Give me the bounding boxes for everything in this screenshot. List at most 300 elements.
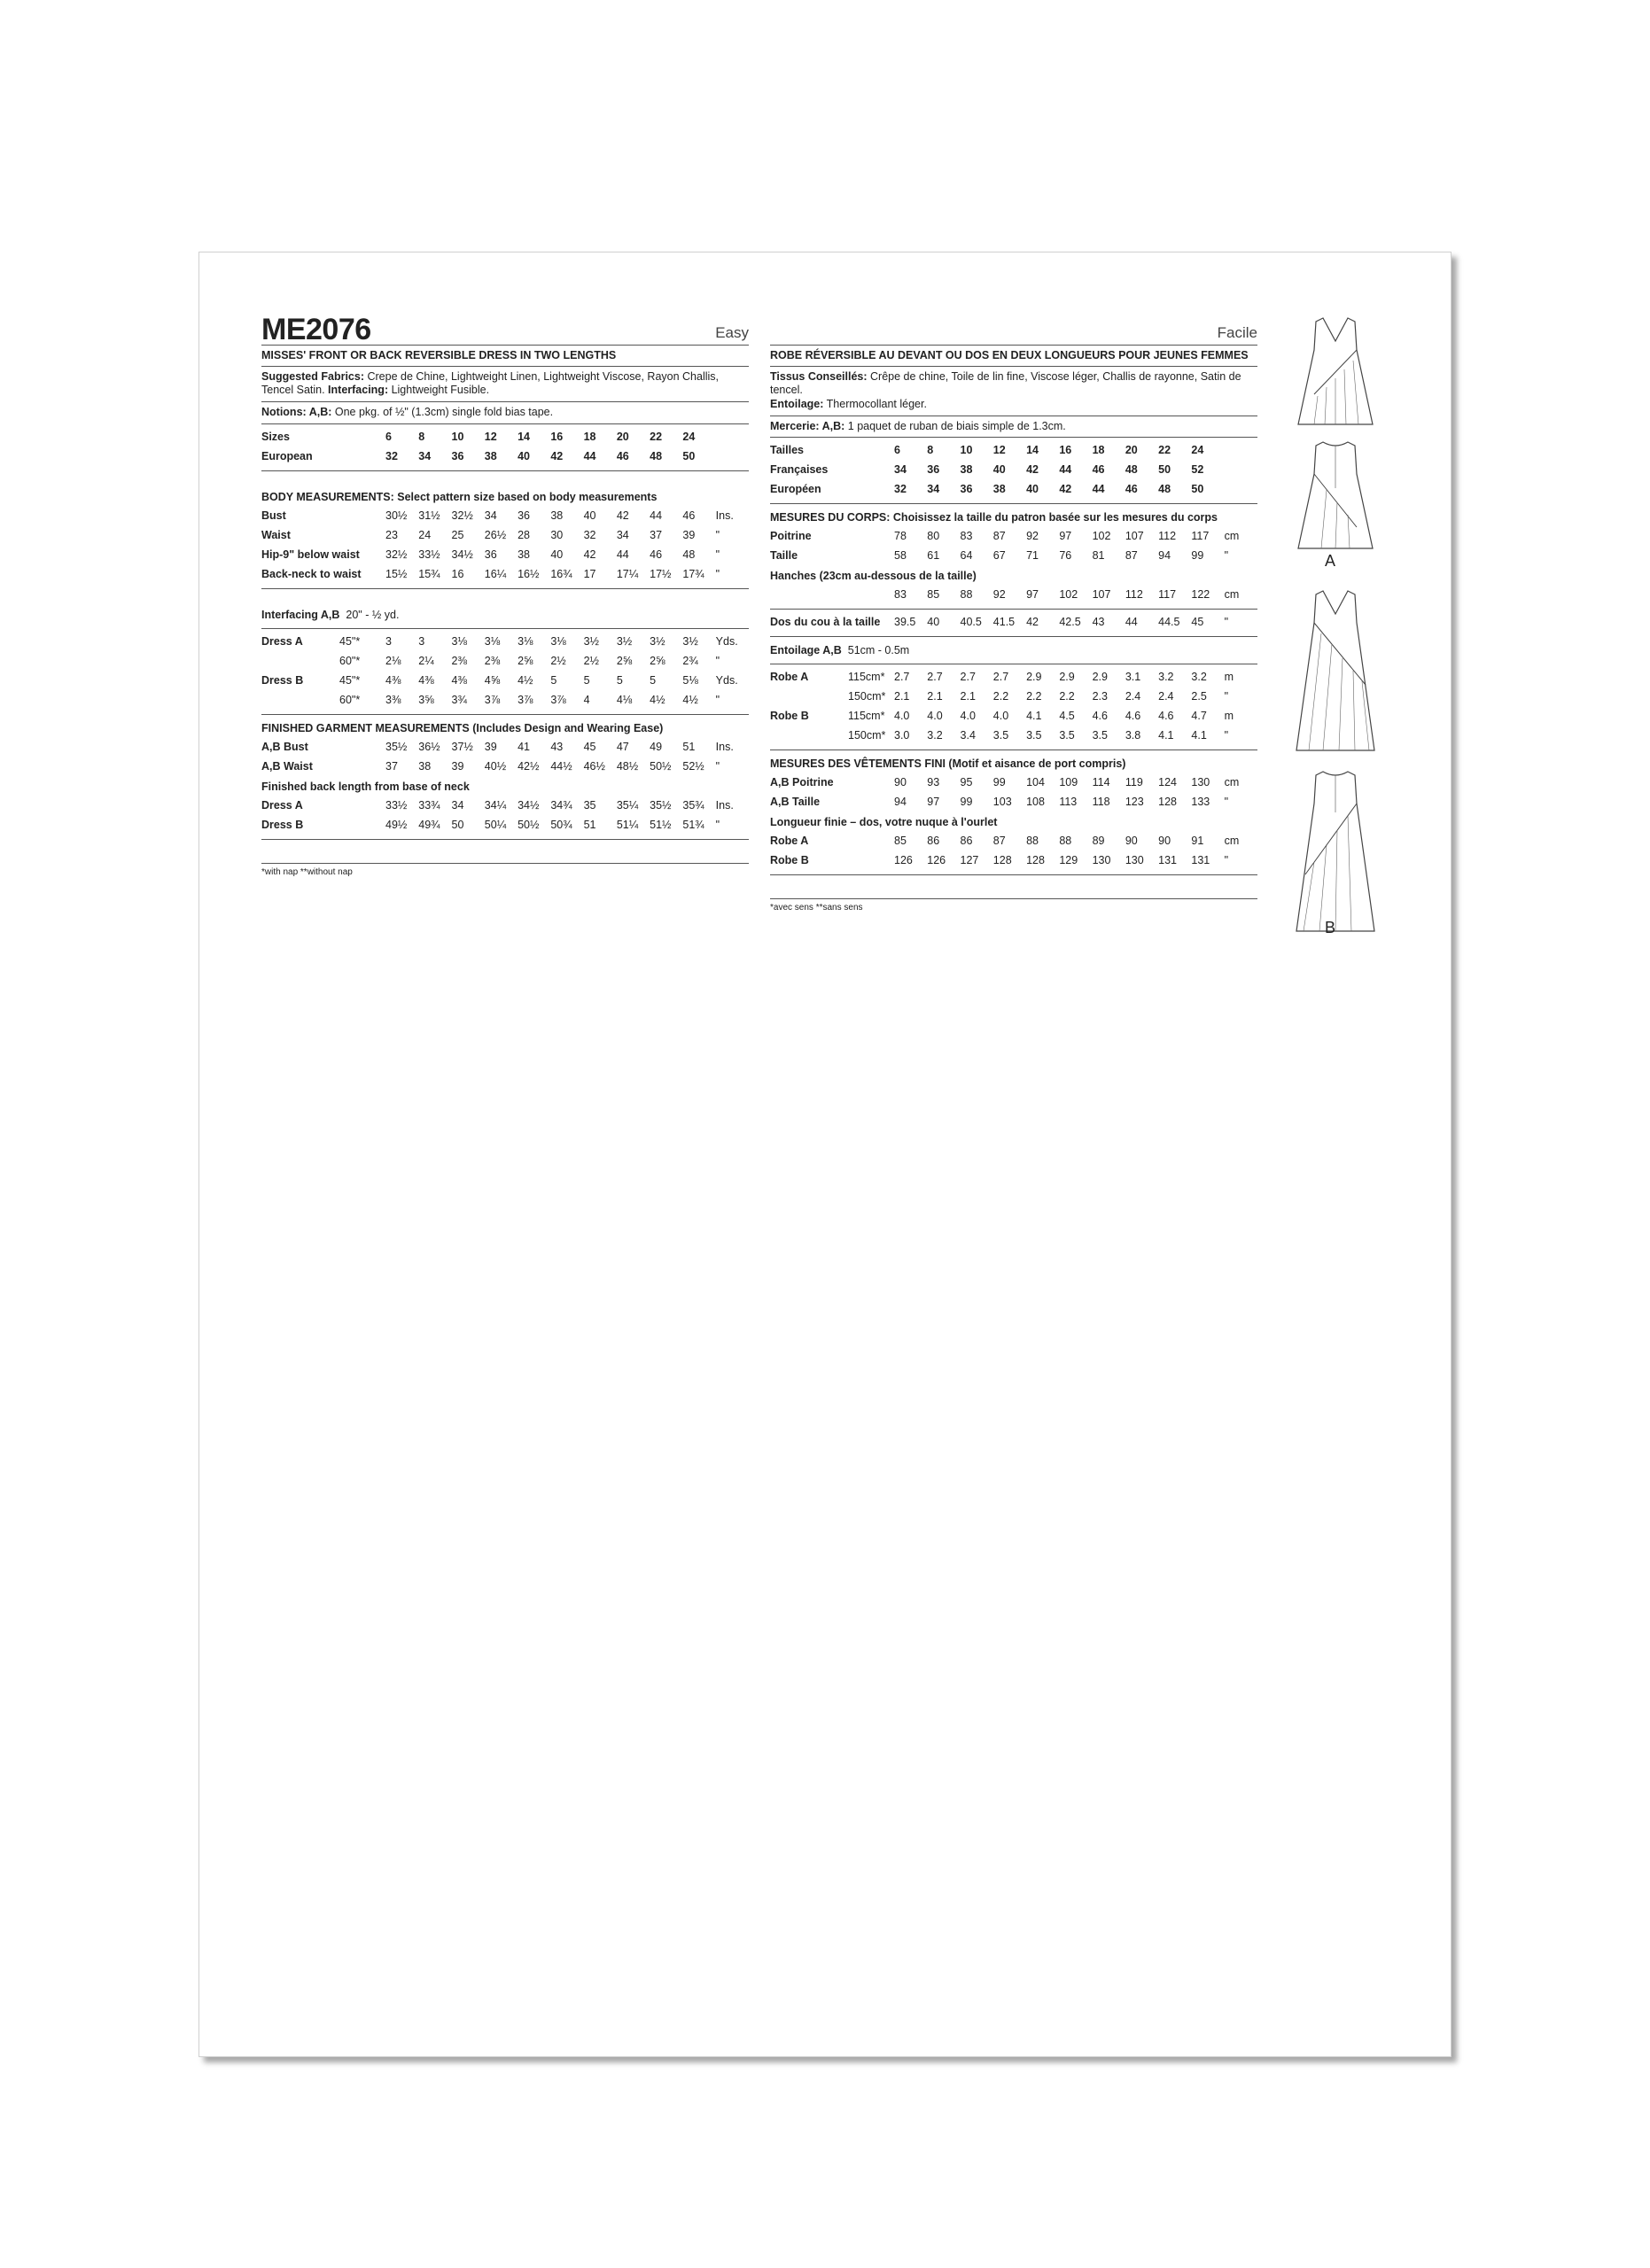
size-value: 4½ <box>682 693 698 706</box>
size-value: 42 <box>1026 616 1039 629</box>
finished-table-fr <box>770 773 1257 812</box>
size-value: 17½ <box>650 567 672 580</box>
size-value: 87 <box>992 835 1006 848</box>
row-label: Bust <box>261 509 286 522</box>
size-value: 48 <box>1158 483 1171 496</box>
size-value: 42 <box>550 449 564 462</box>
size-value: 42 <box>583 548 596 561</box>
unit-label <box>1225 480 1257 500</box>
unit-label: " <box>715 759 720 773</box>
size-value: 42 <box>1026 463 1039 477</box>
size-value: 34 <box>927 483 940 496</box>
interfacing-label-fr: Entoilage: <box>770 397 824 410</box>
size-value: 3¾ <box>451 693 467 706</box>
size-value: 131 <box>1191 854 1210 867</box>
size-value: 4⅜ <box>385 673 401 687</box>
size-value: 102 <box>1059 588 1078 602</box>
table-row <box>770 687 1257 707</box>
size-value: 2.4 <box>1158 690 1174 703</box>
size-value: 4⅛ <box>616 693 633 706</box>
row-label <box>261 652 339 672</box>
size-value: 48 <box>682 548 696 561</box>
size-value: 18 <box>583 430 596 443</box>
row-label: Dress A <box>261 798 303 812</box>
table-row <box>770 726 1257 746</box>
size-value: 4 <box>583 693 590 706</box>
fabrics-text: Crepe de Chine, Lightweight Linen, Lightweight Viscose, Rayon Challis, Tencel Satin. <box>261 369 720 397</box>
size-value: 4.5 <box>1059 710 1075 723</box>
size-value: 35½ <box>650 798 672 812</box>
size-value: 2.7 <box>992 671 1009 684</box>
size-value: 114 <box>1092 776 1110 789</box>
size-value: 2.9 <box>1026 671 1042 684</box>
size-value: 127 <box>960 854 979 867</box>
size-value: 39 <box>484 740 497 753</box>
size-value: 16¾ <box>550 567 572 580</box>
size-value: 44½ <box>550 759 572 773</box>
row-label <box>770 687 848 707</box>
unit-label: cm <box>1224 530 1240 543</box>
size-value: 46 <box>616 449 629 462</box>
size-value: 3½ <box>682 634 698 648</box>
notions-paragraph-fr <box>770 416 1257 439</box>
french-column <box>770 315 1257 914</box>
size-value: 3.2 <box>1158 671 1174 684</box>
size-value: 103 <box>992 796 1012 809</box>
size-value: 87 <box>992 530 1006 543</box>
size-value: 16 <box>1059 444 1072 457</box>
row-label: Taille <box>770 549 798 563</box>
size-value: 8 <box>927 444 934 457</box>
notions-paragraph <box>261 402 749 424</box>
size-value: 20 <box>616 430 629 443</box>
size-value: 28 <box>518 528 530 541</box>
yardage-section <box>261 629 749 715</box>
size-value: 42 <box>1059 483 1072 496</box>
size-value: 4⅝ <box>484 673 501 687</box>
size-value: 4.1 <box>1158 729 1174 742</box>
size-value: 108 <box>1026 796 1045 809</box>
size-value: 35¼ <box>616 798 639 812</box>
size-value: 17¾ <box>682 567 704 580</box>
size-value: 2.1 <box>927 690 943 703</box>
unit-label: " <box>715 548 720 561</box>
row-label: Robe A <box>770 835 809 848</box>
size-value: 104 <box>1026 776 1045 789</box>
unit-label: " <box>1224 729 1229 742</box>
interfacing-text-fr: Thermocollant léger. <box>823 397 927 410</box>
size-value: 34 <box>484 509 497 522</box>
table-row <box>261 546 749 565</box>
size-value: 40 <box>550 548 564 561</box>
size-value: 61 <box>927 549 940 563</box>
size-value: 39.5 <box>894 616 916 629</box>
size-value: 45 <box>1191 616 1204 629</box>
size-value: 131 <box>1158 854 1177 867</box>
table-row <box>261 507 749 526</box>
table-row <box>261 796 749 816</box>
size-value: 2.7 <box>927 671 943 684</box>
size-value: 2.9 <box>1092 671 1108 684</box>
size-table <box>261 424 749 471</box>
row-label: Dress A <box>261 634 303 648</box>
size-value: 20 <box>1125 444 1138 457</box>
size-value: 133 <box>1191 796 1210 809</box>
unit-label <box>716 447 749 467</box>
size-value: 2.4 <box>1125 690 1141 703</box>
row-label: Dress B <box>261 673 304 687</box>
interfacing-yardage <box>261 602 749 629</box>
back-length-heading-fr: Longueur finie – dos, votre nuque à l'ourlet <box>770 816 998 829</box>
table-row <box>770 461 1257 480</box>
size-value: 94 <box>894 796 907 809</box>
size-value: 3.5 <box>1059 729 1075 742</box>
size-value: 64 <box>960 549 973 563</box>
size-value: 5 <box>550 673 557 687</box>
row-label: Françaises <box>770 463 829 477</box>
size-value: 5 <box>616 673 623 687</box>
size-value: 8 <box>418 430 425 443</box>
size-value: 48 <box>650 449 663 462</box>
size-value: 91 <box>1191 835 1204 848</box>
size-value: 15¾ <box>418 567 440 580</box>
unit-label: " <box>715 818 720 831</box>
footnote: *with nap **without nap <box>261 866 353 877</box>
unit-label: cm <box>1224 588 1240 602</box>
unit-label: " <box>715 567 720 580</box>
size-value: 45 <box>583 740 596 753</box>
back-neck-table-fr <box>770 613 1257 633</box>
row-label: Tailles <box>770 444 804 457</box>
size-value: 2.7 <box>894 671 910 684</box>
size-value: 44 <box>1059 463 1072 477</box>
size-value: 50 <box>682 449 696 462</box>
size-value: 33¾ <box>418 798 440 812</box>
row-label: Robe B <box>770 854 809 867</box>
interfacing-text: Lightweight Fusible. <box>388 384 490 397</box>
unit-label: cm <box>1224 776 1240 789</box>
fabrics-paragraph <box>261 367 749 402</box>
unit-label: m <box>1224 710 1234 723</box>
size-value: 6 <box>894 444 900 457</box>
size-value: 81 <box>1092 549 1105 563</box>
size-value: 22 <box>1158 444 1171 457</box>
table-row <box>770 613 1257 633</box>
size-value: 34 <box>616 528 629 541</box>
interfacing-head-label: Interfacing A,B <box>261 608 340 621</box>
interfacing-amount-fr: 51cm - 0.5m <box>847 644 910 657</box>
size-value: 42.5 <box>1059 616 1081 629</box>
row-label: Robe B <box>770 710 809 723</box>
table-row <box>770 441 1257 461</box>
size-value: 117 <box>1158 588 1177 602</box>
size-value: 4.0 <box>894 710 910 723</box>
size-value: 90 <box>1125 835 1138 848</box>
size-value: 10 <box>960 444 973 457</box>
size-value: 3⅛ <box>518 634 533 648</box>
size-value: 34 <box>418 449 432 462</box>
unit-label: " <box>715 528 720 541</box>
size-value: 95 <box>960 776 973 789</box>
size-value: 93 <box>927 776 940 789</box>
size-value: 38 <box>418 759 432 773</box>
size-value: 42 <box>616 509 629 522</box>
view-b-front-drawing <box>1291 587 1380 756</box>
size-value: 2.2 <box>1059 690 1075 703</box>
unit-label: " <box>1224 796 1229 809</box>
size-value: 31½ <box>418 509 440 522</box>
size-value: 51¾ <box>682 818 704 831</box>
size-value: 83 <box>960 530 973 543</box>
interfacing-heading-fr <box>770 641 1257 660</box>
size-value: 78 <box>894 530 907 543</box>
size-value: 126 <box>894 854 913 867</box>
table-row <box>261 652 749 672</box>
row-label: European <box>261 449 313 462</box>
size-value: 42½ <box>518 759 540 773</box>
size-value: 50 <box>1191 483 1204 496</box>
size-value: 22 <box>650 430 663 443</box>
yardage-section-fr <box>770 664 1257 750</box>
row-label: Hip-9" below waist <box>261 548 360 561</box>
pattern-title: MISSES' FRONT OR BACK REVERSIBLE DRESS IN TWO LENGTHS <box>261 346 749 367</box>
size-value: 67 <box>992 549 1006 563</box>
table-row <box>261 526 749 546</box>
table-row <box>261 672 749 691</box>
size-value: 37 <box>650 528 663 541</box>
size-value: 119 <box>1125 776 1143 789</box>
size-value: 86 <box>927 835 940 848</box>
size-value: 43 <box>550 740 564 753</box>
row-label: Waist <box>261 528 291 541</box>
size-value: 5⅛ <box>682 673 698 687</box>
dress-b-back-icon <box>1291 768 1380 936</box>
size-value: 97 <box>927 796 940 809</box>
size-value: 44 <box>650 509 663 522</box>
size-value: 3.5 <box>992 729 1009 742</box>
size-value: 3 <box>418 634 425 648</box>
size-value: 3⅞ <box>550 693 566 706</box>
size-value: 32 <box>583 528 596 541</box>
size-value: 16 <box>550 430 564 443</box>
size-value: 38 <box>484 449 497 462</box>
english-header <box>261 315 749 346</box>
fabric-width: 60"* <box>339 693 361 706</box>
size-value: 4½ <box>650 693 665 706</box>
size-value: 4⅜ <box>451 673 467 687</box>
size-value: 40 <box>992 463 1006 477</box>
size-value: 44 <box>583 449 596 462</box>
size-value: 83 <box>894 588 907 602</box>
table-row <box>261 428 749 447</box>
interfacing-heading <box>261 605 749 625</box>
size-value: 15½ <box>385 567 408 580</box>
unit-label <box>1225 441 1257 461</box>
size-value: 51¼ <box>616 818 639 831</box>
size-value: 46 <box>1125 483 1138 496</box>
hip-heading-fr: Hanches (23cm au-dessous de la taille) <box>770 570 977 583</box>
size-value: 40½ <box>484 759 507 773</box>
size-value: 117 <box>1191 530 1210 543</box>
row-label: A,B Taille <box>770 796 821 809</box>
size-value: 3½ <box>650 634 665 648</box>
size-value: 6 <box>385 430 392 443</box>
size-value: 2.1 <box>960 690 976 703</box>
size-value: 23 <box>385 528 398 541</box>
size-value: 2½ <box>583 654 599 667</box>
size-value: 3⅜ <box>385 693 401 706</box>
dress-a-back-icon <box>1291 439 1380 554</box>
interfacing-label: Interfacing: <box>328 384 389 397</box>
size-value: 36 <box>484 548 497 561</box>
size-value: 12 <box>992 444 1006 457</box>
size-value: 34 <box>894 463 907 477</box>
size-value: 4.1 <box>1026 710 1042 723</box>
hip-table-fr <box>770 586 1257 605</box>
size-value: 90 <box>894 776 907 789</box>
fabrics-text-fr: Crêpe de chine, Toile de lin fine, Viscose léger, Challis de rayonne, Satin de tencel. <box>770 369 1241 397</box>
size-value: 129 <box>1059 854 1078 867</box>
difficulty-level-fr: Facile <box>1217 323 1257 341</box>
size-value: 50½ <box>518 818 540 831</box>
size-value: 24 <box>418 528 432 541</box>
unit-label: Yds. <box>715 634 738 648</box>
size-value: 89 <box>1092 835 1105 848</box>
size-value: 34¼ <box>484 798 507 812</box>
row-label: Sizes <box>261 430 290 443</box>
pattern-envelope-back <box>198 252 1452 2057</box>
interfacing-yardage-fr <box>770 637 1257 664</box>
size-value: 130 <box>1191 776 1210 789</box>
size-value: 17 <box>583 567 596 580</box>
size-value: 48 <box>1125 463 1138 477</box>
notions-text: One pkg. of ½" (1.3cm) single fold bias tape. <box>331 405 554 418</box>
size-value: 44 <box>616 548 629 561</box>
french-header <box>770 315 1257 346</box>
size-value: 2.1 <box>894 690 910 703</box>
size-value: 33½ <box>385 798 408 812</box>
size-value: 14 <box>518 430 530 443</box>
size-value: 3⅛ <box>550 634 566 648</box>
size-value: 3½ <box>583 634 599 648</box>
size-value: 3.8 <box>1125 729 1141 742</box>
size-value: 36 <box>518 509 530 522</box>
size-value: 3 <box>385 634 392 648</box>
size-value: 2⅝ <box>650 654 665 667</box>
size-value: 51½ <box>650 818 672 831</box>
size-value: 40.5 <box>960 616 982 629</box>
notions-text-fr: 1 paquet de ruban de biais simple de 1.3cm. <box>844 419 1066 432</box>
size-value: 34 <box>451 798 464 812</box>
unit-label: Ins. <box>715 509 734 522</box>
size-value: 39 <box>451 759 464 773</box>
back-length-table-fr <box>770 832 1257 871</box>
size-value: 40 <box>1026 483 1039 496</box>
table-row <box>770 480 1257 500</box>
size-value: 109 <box>1059 776 1078 789</box>
size-value: 2¾ <box>682 654 698 667</box>
size-value: 2⅜ <box>451 654 467 667</box>
sizes-table-fr <box>770 441 1257 500</box>
size-value: 12 <box>484 430 497 443</box>
size-value: 2⅝ <box>518 654 533 667</box>
size-value: 3⅛ <box>451 634 467 648</box>
fabric-width: 150cm* <box>848 690 886 703</box>
size-value: 112 <box>1158 530 1177 543</box>
size-value: 92 <box>992 588 1006 602</box>
size-value: 40 <box>927 616 940 629</box>
size-value: 58 <box>894 549 907 563</box>
size-value: 51 <box>682 740 696 753</box>
size-value: 44.5 <box>1158 616 1180 629</box>
size-value: 46½ <box>583 759 605 773</box>
table-row <box>261 565 749 585</box>
size-value: 34½ <box>451 548 473 561</box>
size-value: 33½ <box>418 548 440 561</box>
unit-label: " <box>1224 690 1229 703</box>
size-value: 36½ <box>418 740 440 753</box>
unit-label: Ins. <box>715 740 734 753</box>
size-value: 88 <box>1026 835 1039 848</box>
size-value: 88 <box>960 588 973 602</box>
interfacing-amount: 20" - ½ yd. <box>346 608 400 621</box>
size-value: 49¾ <box>418 818 440 831</box>
size-value: 41 <box>518 740 530 753</box>
row-label: A,B Waist <box>261 759 313 773</box>
size-value: 46 <box>650 548 663 561</box>
finished-heading: FINISHED GARMENT MEASUREMENTS (Includes Design and Wearing Ease) <box>261 721 664 734</box>
row-label <box>770 726 848 746</box>
size-value: 44 <box>1092 483 1105 496</box>
size-value: 128 <box>992 854 1012 867</box>
size-value: 17¼ <box>616 567 639 580</box>
dress-a-front-icon <box>1291 315 1380 430</box>
size-value: 130 <box>1125 854 1144 867</box>
size-value: 30½ <box>385 509 408 522</box>
row-label: Back-neck to waist <box>261 567 362 580</box>
size-value: 51 <box>583 818 596 831</box>
size-value: 36 <box>451 449 464 462</box>
size-value: 34½ <box>518 798 540 812</box>
table-row <box>261 816 749 835</box>
size-value: 86 <box>960 835 973 848</box>
yardage-table <box>261 633 749 711</box>
size-value: 85 <box>927 588 940 602</box>
size-value: 43 <box>1092 616 1105 629</box>
table-row <box>770 851 1257 871</box>
table-row <box>770 773 1257 793</box>
interfacing-head-label-fr: Entoilage A,B <box>770 644 842 657</box>
size-value: 3.5 <box>1092 729 1108 742</box>
size-value: 36 <box>927 463 940 477</box>
size-value: 34¾ <box>550 798 572 812</box>
size-value: 26½ <box>484 528 507 541</box>
fabric-width: 45"* <box>339 673 361 687</box>
table-row <box>261 633 749 652</box>
size-value: 24 <box>1191 444 1204 457</box>
body-measurements-fr <box>770 504 1257 610</box>
dress-b-front-icon <box>1291 587 1380 756</box>
table-row <box>770 668 1257 687</box>
size-value: 30 <box>550 528 564 541</box>
size-value: 97 <box>1026 588 1039 602</box>
size-value: 3⅝ <box>418 693 434 706</box>
fabrics-paragraph-fr <box>770 367 1257 416</box>
size-value: 2.5 <box>1191 690 1207 703</box>
size-value: 18 <box>1092 444 1105 457</box>
size-value: 80 <box>927 530 940 543</box>
view-b-label: B <box>1325 919 1336 936</box>
